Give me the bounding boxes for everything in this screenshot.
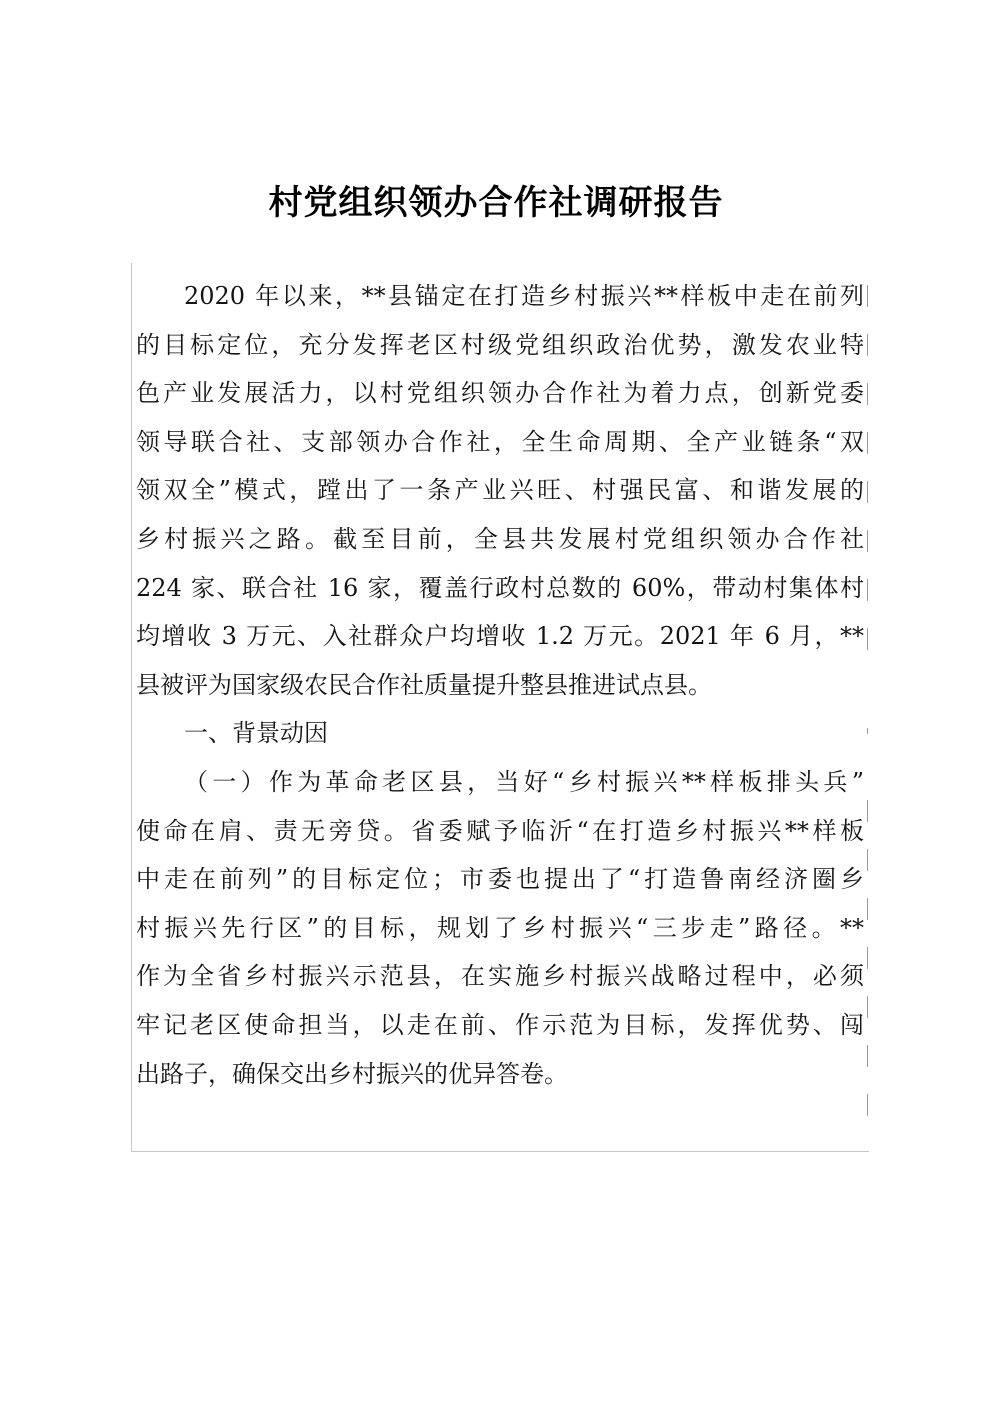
document-title: 村党组织领办合作社调研报告	[268, 183, 724, 223]
paragraph-line: 县被评为国家级农民合作社质量提升整县推进试点县。	[136, 670, 712, 699]
paragraph-line: 村振兴先行区”的目标，规划了乡村振兴“三步走”路径。**	[136, 913, 864, 942]
paragraph-line: 224 家、联合社 16 家，覆盖行政村总数的 60%，带动村集体村	[136, 573, 864, 602]
paragraph-line: 2020 年以来，**县锚定在打造乡村振兴**样板中走在前列	[184, 282, 864, 310]
paragraph-line: 领导联合社、支部领办合作社，全生命周期、全产业链条“双	[136, 427, 864, 456]
paragraph-line: 中走在前列”的目标定位；市委也提出了“打造鲁南经济圈乡	[136, 865, 864, 894]
paragraph-line: 领双全”模式，蹚出了一条产业兴旺、村强民富、和谐发展的	[136, 476, 864, 505]
paragraph-line: 使命在肩、责无旁贷。省委赋予临沂“在打造乡村振兴**样板	[136, 816, 864, 845]
body-text	[136, 272, 876, 1098]
paragraph-line: （一）作为革命老区县，当好“乡村振兴**样板排头兵”	[184, 767, 864, 796]
paragraph-line: 乡村振兴之路。截至目前，全县共发展村党组织领办合作社	[136, 524, 864, 553]
paragraph-line: 的目标定位，充分发挥老区村级党组织政治优势，激发农业特	[136, 330, 864, 359]
paragraph-line: 均增收 3 万元、入社群众户均增收 1.2 万元。2021 年 6 月，**	[136, 622, 864, 651]
paragraph-line: 作为全省乡村振兴示范县，在实施乡村振兴战略过程中，必须	[136, 962, 864, 991]
section-heading: 一、背景动因	[184, 719, 328, 748]
paragraph-line: 色产业发展活力，以村党组织领办合作社为着力点，创新党委	[136, 379, 864, 408]
paragraph-line: 出路子，确保交出乡村振兴的优异答卷。	[136, 1059, 568, 1088]
paragraph-line: 牢记老区使命担当，以走在前、作示范为目标，发挥优势、闯	[136, 1010, 864, 1039]
